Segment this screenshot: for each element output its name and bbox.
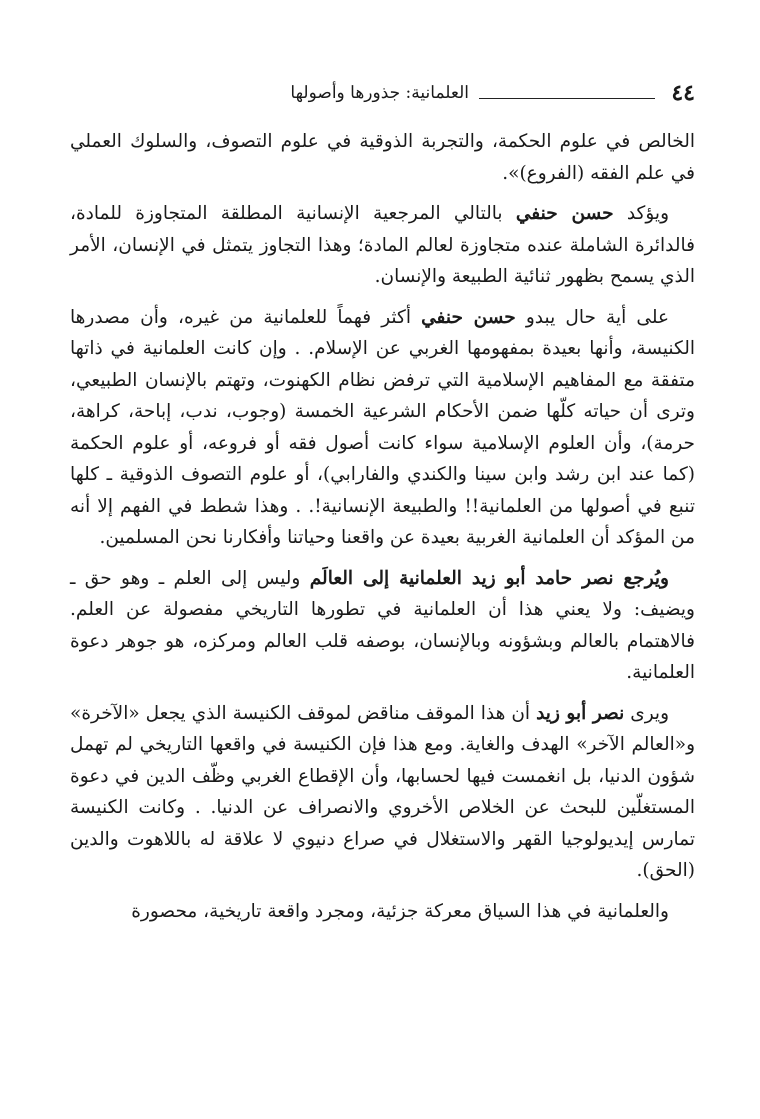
book-page (70, 0, 695, 1119)
paragraph-3-author-name: حسن حنفي (421, 306, 516, 328)
paragraph-5 (70, 698, 695, 887)
paragraph-5-rest: أن هذا الموقف مناقض لموقف الكنيسة الذي يجعل «الآخرة» و«العالم الآخر» الهدف والغاية. ومع هذا فإن الكنيسة في واقعها التاريخي لم تهمل شؤون الدنيا، بل انغمست فيها لحسابها، وأن الإقطاع الغربي وظّف الدين في دعوة المستغلّين للبحث عن الخلاص الأخروي والانصراف عن الدنيا. . وكانت الكنيسة تمارس إيديولوجيا القهر والاستغلال في صراع دنيوي لا علاقة له باللاهوت والدين (الحق). (70, 702, 695, 881)
page-header (70, 78, 695, 108)
body-text (70, 126, 695, 936)
paragraph-2-rest: بالتالي المرجعية الإنسانية المطلقة المتجاوزة للمادة، فالدائرة الشاملة عنده متجاوزة لعالم المادة؛ وهذا التجاوز يتمثل في الإنسان، الأمر الذي يسمح بظهور ثنائية الطبيعة والإنسان. (70, 203, 695, 287)
paragraph-2-lead: ويؤكد (613, 203, 669, 224)
paragraph-2-author-name: حسن حنفي (515, 203, 614, 224)
header-rule (479, 98, 655, 99)
page-number: ٤٤ (671, 80, 695, 106)
paragraph-4-rest: وليس إلى العلم ـ وهو حق ـ ويضيف: ولا يعني هذا أن العلمانية في تطورها التاريخي مفصولة عن العلم. فالاهتمام بالعالم وبشؤونه وبالإنسان، بوصفه قلب العالم ومركزه، هو جوهر دعوة العلمانية. (70, 567, 695, 683)
paragraph-1 (70, 126, 695, 189)
paragraph-5-author-name: نصر أبو زيد (536, 702, 625, 724)
paragraph-2 (70, 198, 695, 293)
paragraph-1-text: الخالص في علوم الحكمة، والتجربة الذوقية في علوم التصوف، والسلوك العملي في علم الفقه (الفروع)». (70, 131, 695, 184)
paragraph-4-bold-lead: ويُرجع نصر حامد أبو زيد العلمانية إلى العالَم (309, 567, 669, 589)
paragraph-5-lead: ويرى (624, 702, 670, 724)
paragraph-4 (70, 563, 695, 689)
paragraph-3-lead: على أية حال يبدو (515, 306, 670, 328)
running-title: العلمانية: جذورها وأصولها (290, 83, 469, 103)
paragraph-3 (70, 302, 695, 554)
paragraph-6-text: والعلمانية في هذا السياق معركة جزئية، ومجرد واقعة تاريخية، محصورة (131, 900, 669, 922)
paragraph-3-rest: أكثر فهماً للعلمانية من غيره، وأن مصدرها الكنيسة، وأنها بعيدة بمفهومها الغربي عن الإسلام. . وإن كانت العلمانية في ذاتها متفقة مع المفاهيم الإسلامية التي ترفض نظام الكهنوت، وتهتم بالإنسان الطبيعي، وترى أن حياته كلّها ضمن الأحكام الشرعية الخمسة (وجوب، ندب، إباحة، كراهة، حرمة)، وأن العلوم الإسلامية سواء كانت أصول فقه أو فروعه، أو علوم الحكمة (كما عند ابن رشد وابن سينا والكندي والفارابي)، أو علوم التصوف الذوقية ـ كلها تنبع في أصولها من العلمانية!! والطبيعة الإنسانية!. . وهذا شطط في الفهم إلا أنه من المؤكد أن العلمانية الغربية بعيدة عن واقعنا وحياتنا وأفكارنا نحن المسلمين. (70, 306, 695, 548)
paragraph-6 (70, 896, 695, 928)
